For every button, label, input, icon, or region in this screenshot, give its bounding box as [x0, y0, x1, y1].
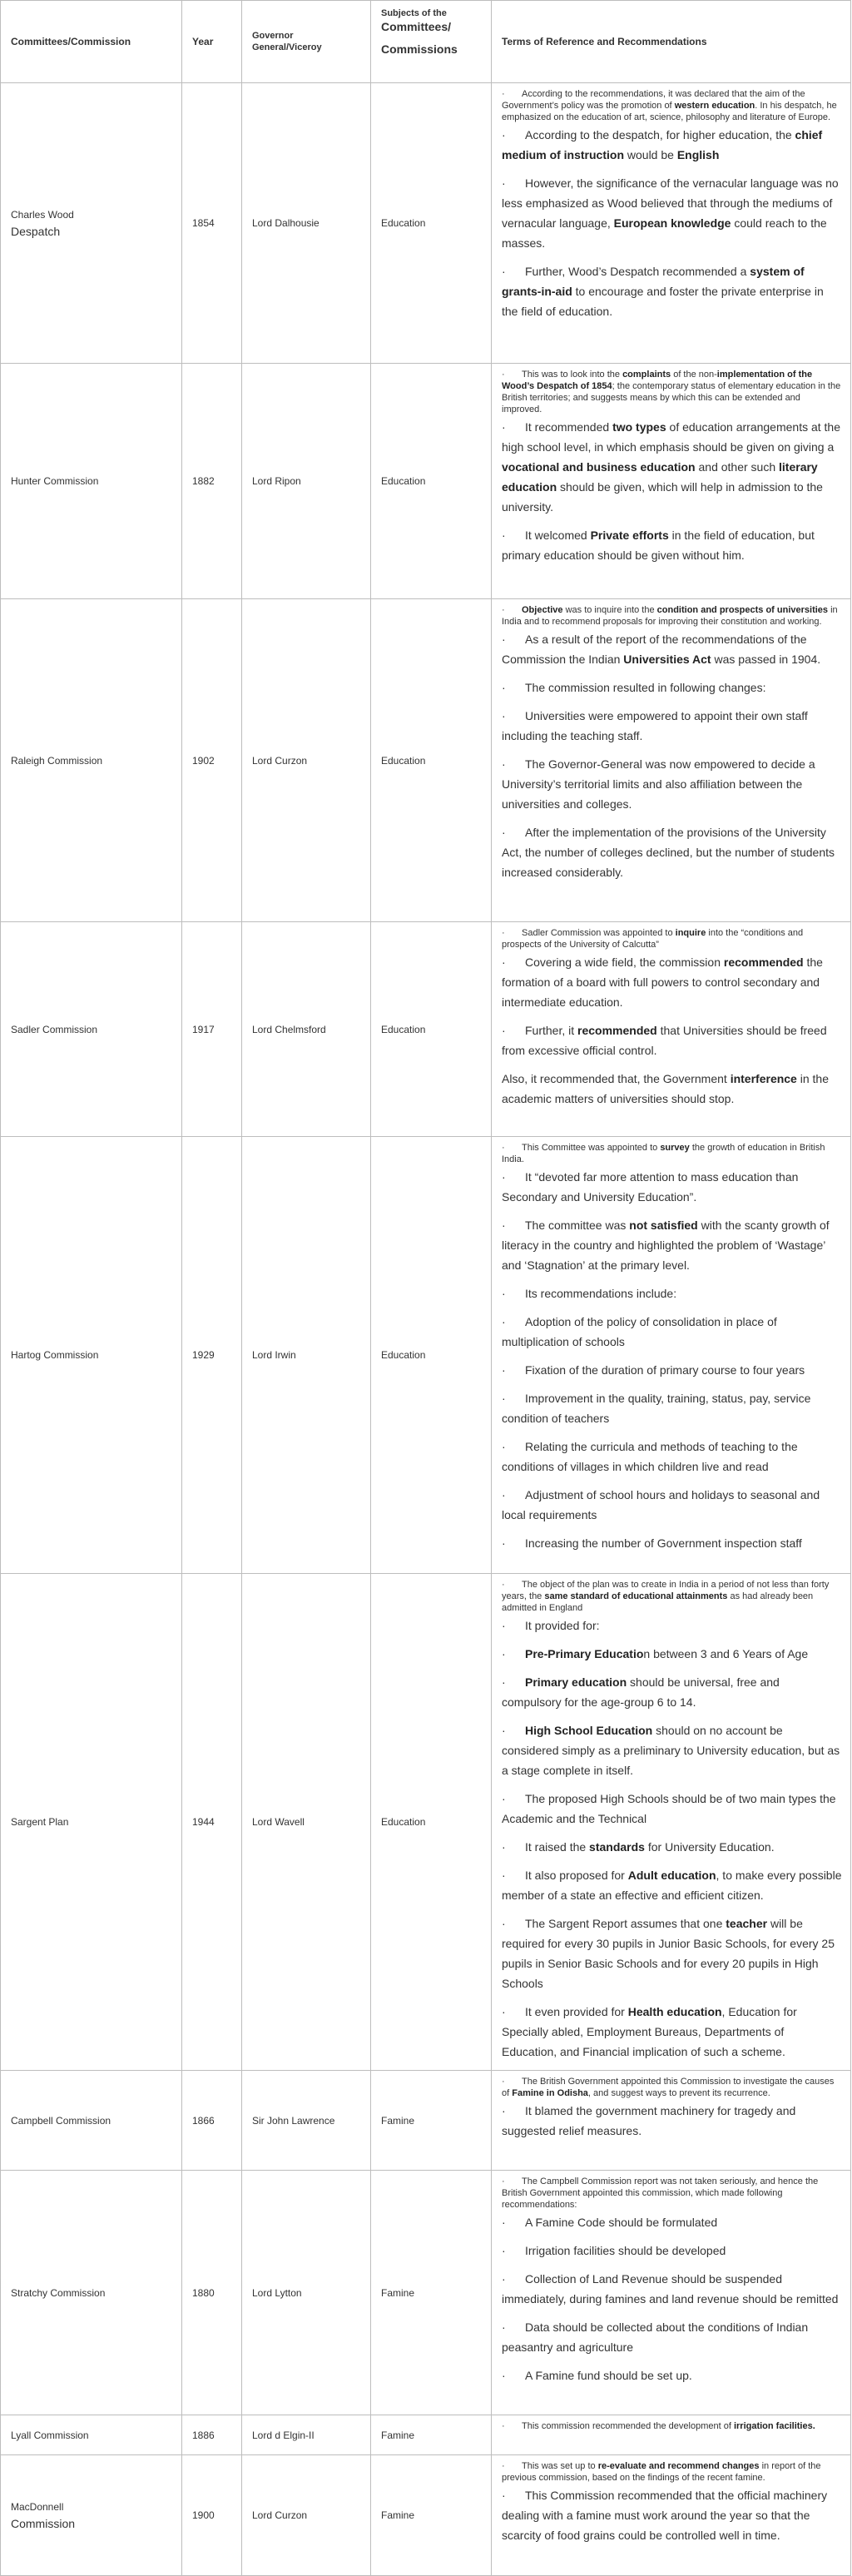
- committee-name: [1, 364, 182, 599]
- governor-name: Lord Irwin: [242, 1137, 371, 1574]
- bullet-icon: ·: [502, 826, 506, 839]
- table-row: [1, 364, 851, 599]
- table-row: [1, 2171, 851, 2415]
- bullet-icon: ·: [502, 757, 506, 771]
- committee-year: 1944: [182, 1574, 242, 2071]
- terms-and-recommendations: [492, 2071, 851, 2171]
- committee-name-line1: Lyall Commission: [11, 2429, 89, 2441]
- terms-point: · Data should be collected about the conditions of Indian peasantry and agriculture: [502, 2317, 842, 2357]
- committee-subject: Education: [371, 83, 492, 364]
- table-row: [1, 83, 851, 364]
- terms-and-recommendations: [492, 1574, 851, 2071]
- committee-name-line2: Commission: [11, 2516, 76, 2530]
- bullet-icon: ·: [502, 1440, 506, 1453]
- header-year: Year: [182, 1, 242, 83]
- terms-point: · As a result of the report of the recommendations of the Commission the Indian Universities Act was passed in 1904.: [502, 629, 842, 669]
- terms-point: · After the implementation of the provisions of the University Act, the number of colleges declined, but the number of students increased considerably.: [502, 822, 842, 882]
- bullet-icon: ·: [502, 1315, 506, 1328]
- governor-name: Lord d Elgin-II: [242, 2415, 371, 2455]
- terms-and-recommendations: [492, 2171, 851, 2415]
- bullet-icon: ·: [502, 1840, 506, 1854]
- terms-point: · Irrigation facilities should be developed: [502, 2241, 842, 2261]
- terms-intro: · The British Government appointed this Commission to investigate the causes of Famine in Odisha, and suggest ways to prevent its recurrence.: [502, 2077, 835, 2098]
- governor-name: Lord Curzon: [242, 2455, 371, 2576]
- bullet-icon: ·: [502, 1724, 506, 1737]
- table-row: [1, 922, 851, 1137]
- terms-and-recommendations: [492, 599, 851, 922]
- terms-point: · Further, it recommended that Universities should be freed from excessive official control.: [502, 1020, 842, 1060]
- committee-subject: Famine: [371, 2171, 492, 2415]
- committee-name-line1: Hartog Commission: [11, 1349, 99, 1361]
- bullet-icon: ·: [502, 2489, 506, 2502]
- terms-point: · Relating the curricula and methods of teaching to the conditions of villages in which children live and read: [502, 1437, 842, 1477]
- terms-point: · It “devoted far more attention to mass education than Secondary and University Education”.: [502, 1167, 842, 1207]
- committee-year: 1882: [182, 364, 242, 599]
- terms-intro: · According to the recommendations, it was declared that the aim of the Government’s policy was the promotion of western education. In his despatch, he emphasized on the education of art, science, philosophy and literature of Europe.: [502, 89, 837, 122]
- governor-name: Lord Dalhousie: [242, 83, 371, 364]
- committee-subject: Education: [371, 1574, 492, 2071]
- committee-year: 1886: [182, 2415, 242, 2455]
- terms-intro: · The Campbell Commission report was not taken seriously, and hence the British Government appointed this commission, which made following recommendations:: [502, 2176, 819, 2210]
- terms-intro: · The object of the plan was to create in India in a period of not less than forty years, the same standard of educational attainments as had already been admitted in England: [502, 1580, 830, 1613]
- committee-name-line1: Stratchy Commission: [11, 2286, 106, 2299]
- committee-subject: Education: [371, 1137, 492, 1574]
- bullet-icon: ·: [502, 1536, 506, 1550]
- bullet-icon: ·: [502, 605, 505, 615]
- committee-name: [1, 1574, 182, 2071]
- bullet-icon: ·: [502, 2461, 505, 2471]
- bullet-icon: ·: [502, 2244, 506, 2257]
- bullet-icon: ·: [502, 955, 506, 969]
- terms-point: · It raised the standards for University Education.: [502, 1837, 842, 1857]
- bullet-icon: ·: [502, 2104, 506, 2117]
- terms-point: · The Governor-General was now empowered to decide a University’s territorial limits and also affiliation between the universities and colleges.: [502, 754, 842, 814]
- committee-name-line1: Sadler Commission: [11, 1023, 98, 1035]
- bullet-icon: ·: [502, 1675, 506, 1689]
- header-governor-line1: Governor: [252, 31, 294, 41]
- committee-name: [1, 1137, 182, 1574]
- terms-point: · High School Education should on no account be considered simply as a preliminary to University education, but as a stage complete in itself.: [502, 1720, 842, 1780]
- terms-point: · The commission resulted in following changes:: [502, 678, 842, 697]
- bullet-icon: ·: [502, 1580, 505, 1590]
- committee-name: [1, 2171, 182, 2415]
- terms-intro: · This was to look into the complaints of the non-implementation of the Wood’s Despatch of 1854; the contemporary status of elementary education in the British territories; and suggests means by which this can be extended and improved.: [502, 370, 841, 414]
- bullet-icon: ·: [502, 1619, 506, 1632]
- committee-name-line1: MacDonnell: [11, 2500, 64, 2513]
- table-row: [1, 2455, 851, 2576]
- bullet-icon: ·: [502, 529, 506, 542]
- bullet-icon: ·: [502, 2272, 506, 2286]
- terms-point: · Improvement in the quality, training, status, pay, service condition of teachers: [502, 1388, 842, 1428]
- bullet-icon: ·: [502, 2421, 505, 2431]
- bullet-icon: ·: [502, 709, 506, 722]
- bullet-icon: ·: [502, 2369, 506, 2382]
- committee-name: [1, 2455, 182, 2576]
- terms-point: · Adoption of the policy of consolidation in place of multiplication of schools: [502, 1312, 842, 1352]
- committee-name-line2: Despatch: [11, 224, 61, 238]
- header-committee: Committees/Commission: [1, 1, 182, 83]
- terms-point: · This Commission recommended that the official machinery dealing with a famine must work around the year so that the scarcity of food grains could be controlled well in time.: [502, 2485, 842, 2545]
- terms-and-recommendations: [492, 83, 851, 364]
- header-subject-line3: Commissions: [381, 42, 458, 56]
- bullet-icon: ·: [502, 1792, 506, 1805]
- bullet-icon: ·: [502, 1363, 506, 1377]
- terms-point: · A Famine Code should be formulated: [502, 2212, 842, 2232]
- bullet-icon: ·: [502, 1488, 506, 1501]
- header-governor-line2: General/Viceroy: [252, 42, 322, 52]
- governor-name: Sir John Lawrence: [242, 2071, 371, 2171]
- terms-point: · However, the significance of the vernacular language was no less emphasized as Wood believed that through the mediums of vernacular language, European knowledge could reach to the masses.: [502, 173, 842, 253]
- terms-and-recommendations: [492, 2455, 851, 2576]
- terms-point: · A Famine fund should be set up.: [502, 2365, 842, 2385]
- committee-name: [1, 2071, 182, 2171]
- bullet-icon: ·: [502, 1917, 506, 1930]
- governor-name: Lord Chelmsford: [242, 922, 371, 1137]
- committee-year: 1880: [182, 2171, 242, 2415]
- terms-and-recommendations: [492, 1137, 851, 1574]
- committee-name-line1: Sargent Plan: [11, 1816, 69, 1828]
- header-subject-line1: Subjects of the: [381, 8, 447, 18]
- terms-point: · Its recommendations include:: [502, 1283, 842, 1303]
- governor-name: Lord Curzon: [242, 599, 371, 922]
- bullet-icon: ·: [502, 1869, 506, 1882]
- terms-point: · Primary education should be universal, free and compulsory for the age-group 6 to 14.: [502, 1672, 842, 1712]
- terms-point: · Covering a wide field, the commission recommended the formation of a board with full powers to control secondary and intermediate education.: [502, 952, 842, 1012]
- committee-year: 1854: [182, 83, 242, 364]
- committee-subject: Education: [371, 599, 492, 922]
- terms-point: · It welcomed Private efforts in the field of education, but primary education should be given without him.: [502, 525, 842, 565]
- committee-name-line1: Campbell Commission: [11, 2114, 111, 2127]
- header-governor: [242, 1, 371, 83]
- header-terms: Terms of Reference and Recommendations: [492, 1, 851, 83]
- committee-year: 1902: [182, 599, 242, 922]
- terms-point: · According to the despatch, for higher education, the chief medium of instruction would be English: [502, 125, 842, 165]
- committee-name-line1: Raleigh Commission: [11, 754, 103, 767]
- header-subject-line2: Committees/: [381, 20, 452, 33]
- table-row: [1, 1574, 851, 2071]
- bullet-icon: ·: [502, 1647, 506, 1660]
- terms-point: · Collection of Land Revenue should be suspended immediately, during famines and land revenue should be remitted: [502, 2269, 842, 2309]
- terms-intro: · This commission recommended the development of irrigation facilities.: [502, 2421, 815, 2431]
- terms-point: · It even provided for Health education, Education for Specially abled, Employment Bureaus, Departments of Education, and Financial implication of such a scheme.: [502, 2002, 842, 2062]
- committee-name: [1, 922, 182, 1137]
- bullet-icon: ·: [502, 2176, 505, 2186]
- committee-year: 1917: [182, 922, 242, 1137]
- terms-point: · Adjustment of school hours and holidays to seasonal and local requirements: [502, 1485, 842, 1525]
- bullet-icon: ·: [502, 265, 506, 278]
- terms-intro: · Objective was to inquire into the condition and prospects of universities in India and to recommend proposals for improving their constitution and working.: [502, 605, 838, 627]
- bullet-icon: ·: [502, 1219, 506, 1232]
- bullet-icon: ·: [502, 1143, 505, 1153]
- bullet-icon: ·: [502, 1287, 506, 1300]
- terms-point: · Further, Wood’s Despatch recommended a system of grants-in-aid to encourage and foster the private enterprise in the field of education.: [502, 261, 842, 321]
- committee-name: [1, 599, 182, 922]
- bullet-icon: ·: [502, 2320, 506, 2334]
- committee-year: 1866: [182, 2071, 242, 2171]
- table-row: [1, 599, 851, 922]
- terms-point: · Pre-Primary Education between 3 and 6 Years of Age: [502, 1644, 842, 1664]
- terms-intro: · Sadler Commission was appointed to inquire into the “conditions and prospects of the University of Calcutta”: [502, 928, 804, 950]
- bullet-icon: ·: [502, 2005, 506, 2018]
- committee-name: [1, 83, 182, 364]
- terms-intro: · This Committee was appointed to survey the growth of education in British India.: [502, 1143, 825, 1164]
- terms-and-recommendations: [492, 922, 851, 1137]
- committee-subject: Education: [371, 922, 492, 1137]
- bullet-icon: ·: [502, 681, 506, 694]
- terms-and-recommendations: [492, 364, 851, 599]
- bullet-icon: ·: [502, 928, 505, 938]
- table-row: [1, 2071, 851, 2171]
- bullet-icon: ·: [502, 2077, 505, 2087]
- terms-point: · The committee was not satisfied with the scanty growth of literacy in the country and highlighted the problem of ‘Wastage’ and ‘Stagnation’ at the primary level.: [502, 1215, 842, 1275]
- bullet-icon: ·: [502, 2216, 506, 2229]
- bullet-icon: ·: [502, 633, 506, 646]
- terms-point: · Universities were empowered to appoint their own staff including the teaching staff.: [502, 706, 842, 746]
- bullet-icon: ·: [502, 1392, 506, 1405]
- bullet-icon: ·: [502, 128, 506, 141]
- terms-point: · The proposed High Schools should be of two main types the Academic and the Technical: [502, 1789, 842, 1829]
- committee-name-line1: Hunter Commission: [11, 475, 99, 487]
- terms-point: · It also proposed for Adult education, to make every possible member of a state an effective and efficient citizen.: [502, 1865, 842, 1905]
- bullet-icon: ·: [502, 1170, 506, 1184]
- terms-point: · It recommended two types of education arrangements at the high school level, in which emphasis should be given on giving a vocational and business education and other such literary education should be given, which will help in admission to the university.: [502, 417, 842, 517]
- bullet-icon: ·: [502, 89, 505, 99]
- committee-subject: Famine: [371, 2071, 492, 2171]
- table-row: [1, 1137, 851, 1574]
- committee-name-line1: Charles Wood: [11, 208, 74, 221]
- committee-subject: Education: [371, 364, 492, 599]
- bullet-icon: ·: [502, 176, 506, 190]
- committee-subject: Famine: [371, 2415, 492, 2455]
- bullet-icon: ·: [502, 420, 506, 434]
- governor-name: Lord Lytton: [242, 2171, 371, 2415]
- terms-point: Also, it recommended that, the Government interference in the academic matters of universities should stop.: [502, 1072, 829, 1105]
- terms-point: · Fixation of the duration of primary course to four years: [502, 1360, 842, 1380]
- committee-year: 1900: [182, 2455, 242, 2576]
- bullet-icon: ·: [502, 370, 505, 380]
- governor-name: Lord Wavell: [242, 1574, 371, 2071]
- committee-subject: Famine: [371, 2455, 492, 2576]
- terms-point: · Increasing the number of Government inspection staff: [502, 1533, 842, 1553]
- table-header-row: [1, 1, 851, 83]
- header-subject: [371, 1, 492, 83]
- bullet-icon: ·: [502, 1024, 506, 1037]
- terms-point: · The Sargent Report assumes that one teacher will be required for every 30 pupils in Junior Basic Schools, for every 25 pupils in Senior Basic Schools and for every 20 pupils in High Schools: [502, 1913, 842, 1993]
- terms-point: · It provided for:: [502, 1616, 842, 1635]
- terms-intro: · This was set up to re-evaluate and recommend changes in report of the previous commission, based on the findings of the recent famine.: [502, 2461, 821, 2483]
- governor-name: Lord Ripon: [242, 364, 371, 599]
- committee-year: 1929: [182, 1137, 242, 1574]
- terms-point: · It blamed the government machinery for tragedy and suggested relief measures.: [502, 2101, 842, 2141]
